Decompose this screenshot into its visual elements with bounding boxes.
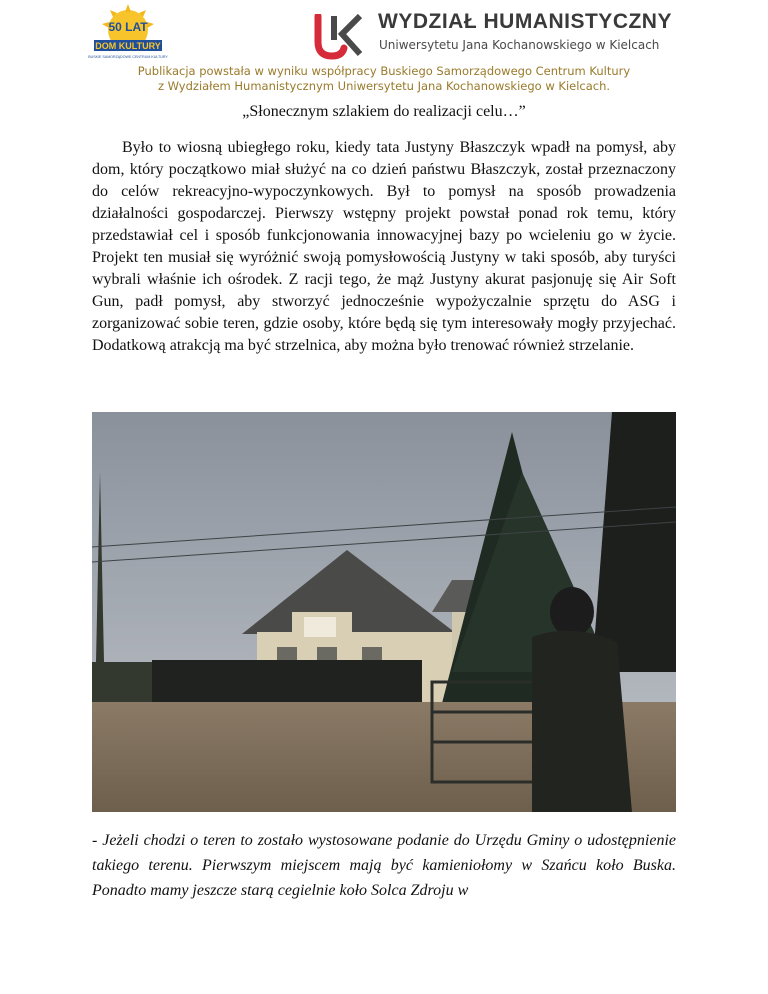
fence — [152, 660, 422, 708]
university-subtitle: Uniwersytetu Jana Kochanowskiego w Kielcach — [379, 38, 660, 52]
publication-note — [0, 64, 768, 94]
house-photo — [92, 412, 676, 812]
ujk-logo-icon — [312, 14, 364, 60]
document-title: „Słonecznym szlakiem do realizacji celu…” — [242, 103, 526, 120]
publication-note-line: Publikacja powstała w wyniku współpracy Buskiego Samorządowego Centrum Kultury — [137, 64, 631, 78]
dk-logo-banner-text: DOM KULTURY — [95, 41, 161, 51]
house-photo-scene — [92, 412, 676, 812]
body-paragraph-container — [92, 137, 676, 357]
dk-logo-top-text: 50 LAT — [108, 20, 148, 34]
dom-kultury-50-lat-logo — [88, 4, 168, 62]
faculty-title: WYDZIAŁ HUMANISTYCZNY — [378, 10, 672, 33]
interview-caption — [92, 828, 676, 903]
dk-logo-small-text: BUSKIE SAMORZĄDOWE CENTRUM KULTURY — [88, 55, 168, 59]
caption-text: - Jeżeli chodzi o teren to zostało wystosowane podanie do Urzędu Gminy o udostępnienie takiego terenu. Pierwszym miejscem mają być kamieniołomy w Szańcu koło Buska. Ponadto mamy jeszcze starą cegielnie koło Solca Zdroju w — [92, 832, 676, 899]
publication-note-line: z Wydziałem Humanistycznym Uniwersytetu Jana Kochanowskiego w Kielcach. — [157, 79, 611, 93]
body-paragraph: Było to wiosną ubiegłego roku, kiedy tata Justyny Błaszczyk wpadł na pomysł, aby dom, który początkowo miał służyć na co dzień państwu Błaszczyk, został przeznaczony do celów rekreacyjno-wypoczynkowych. Był to pomysł na sposób prowadzenia działalności gospodarczej. Pierwszy wstępny projekt powstał ponad rok temu, który przedstawiał cel i sposób funkcjonowania innowacyjnej bazy po wcieleniu go w życie. Projekt ten musiał się wyróżnić swoją pomysłowością Justyny w taki sposób, aby turyści wybrali właśnie ich ośrodek. Z racji tego, że mąż Justyny akurat pasjonuję się Air Soft Gun, padł pomysł, aby stworzyć jednocześnie wypożyczalnie sprzętu do ASG i zorganizować sobie teren, gdzie osoby, które będą się tym interesowały mogły przyjechać. Dodatkową atrakcją ma być strzelnica, aby można było trenować również strzelanie. — [92, 139, 676, 354]
